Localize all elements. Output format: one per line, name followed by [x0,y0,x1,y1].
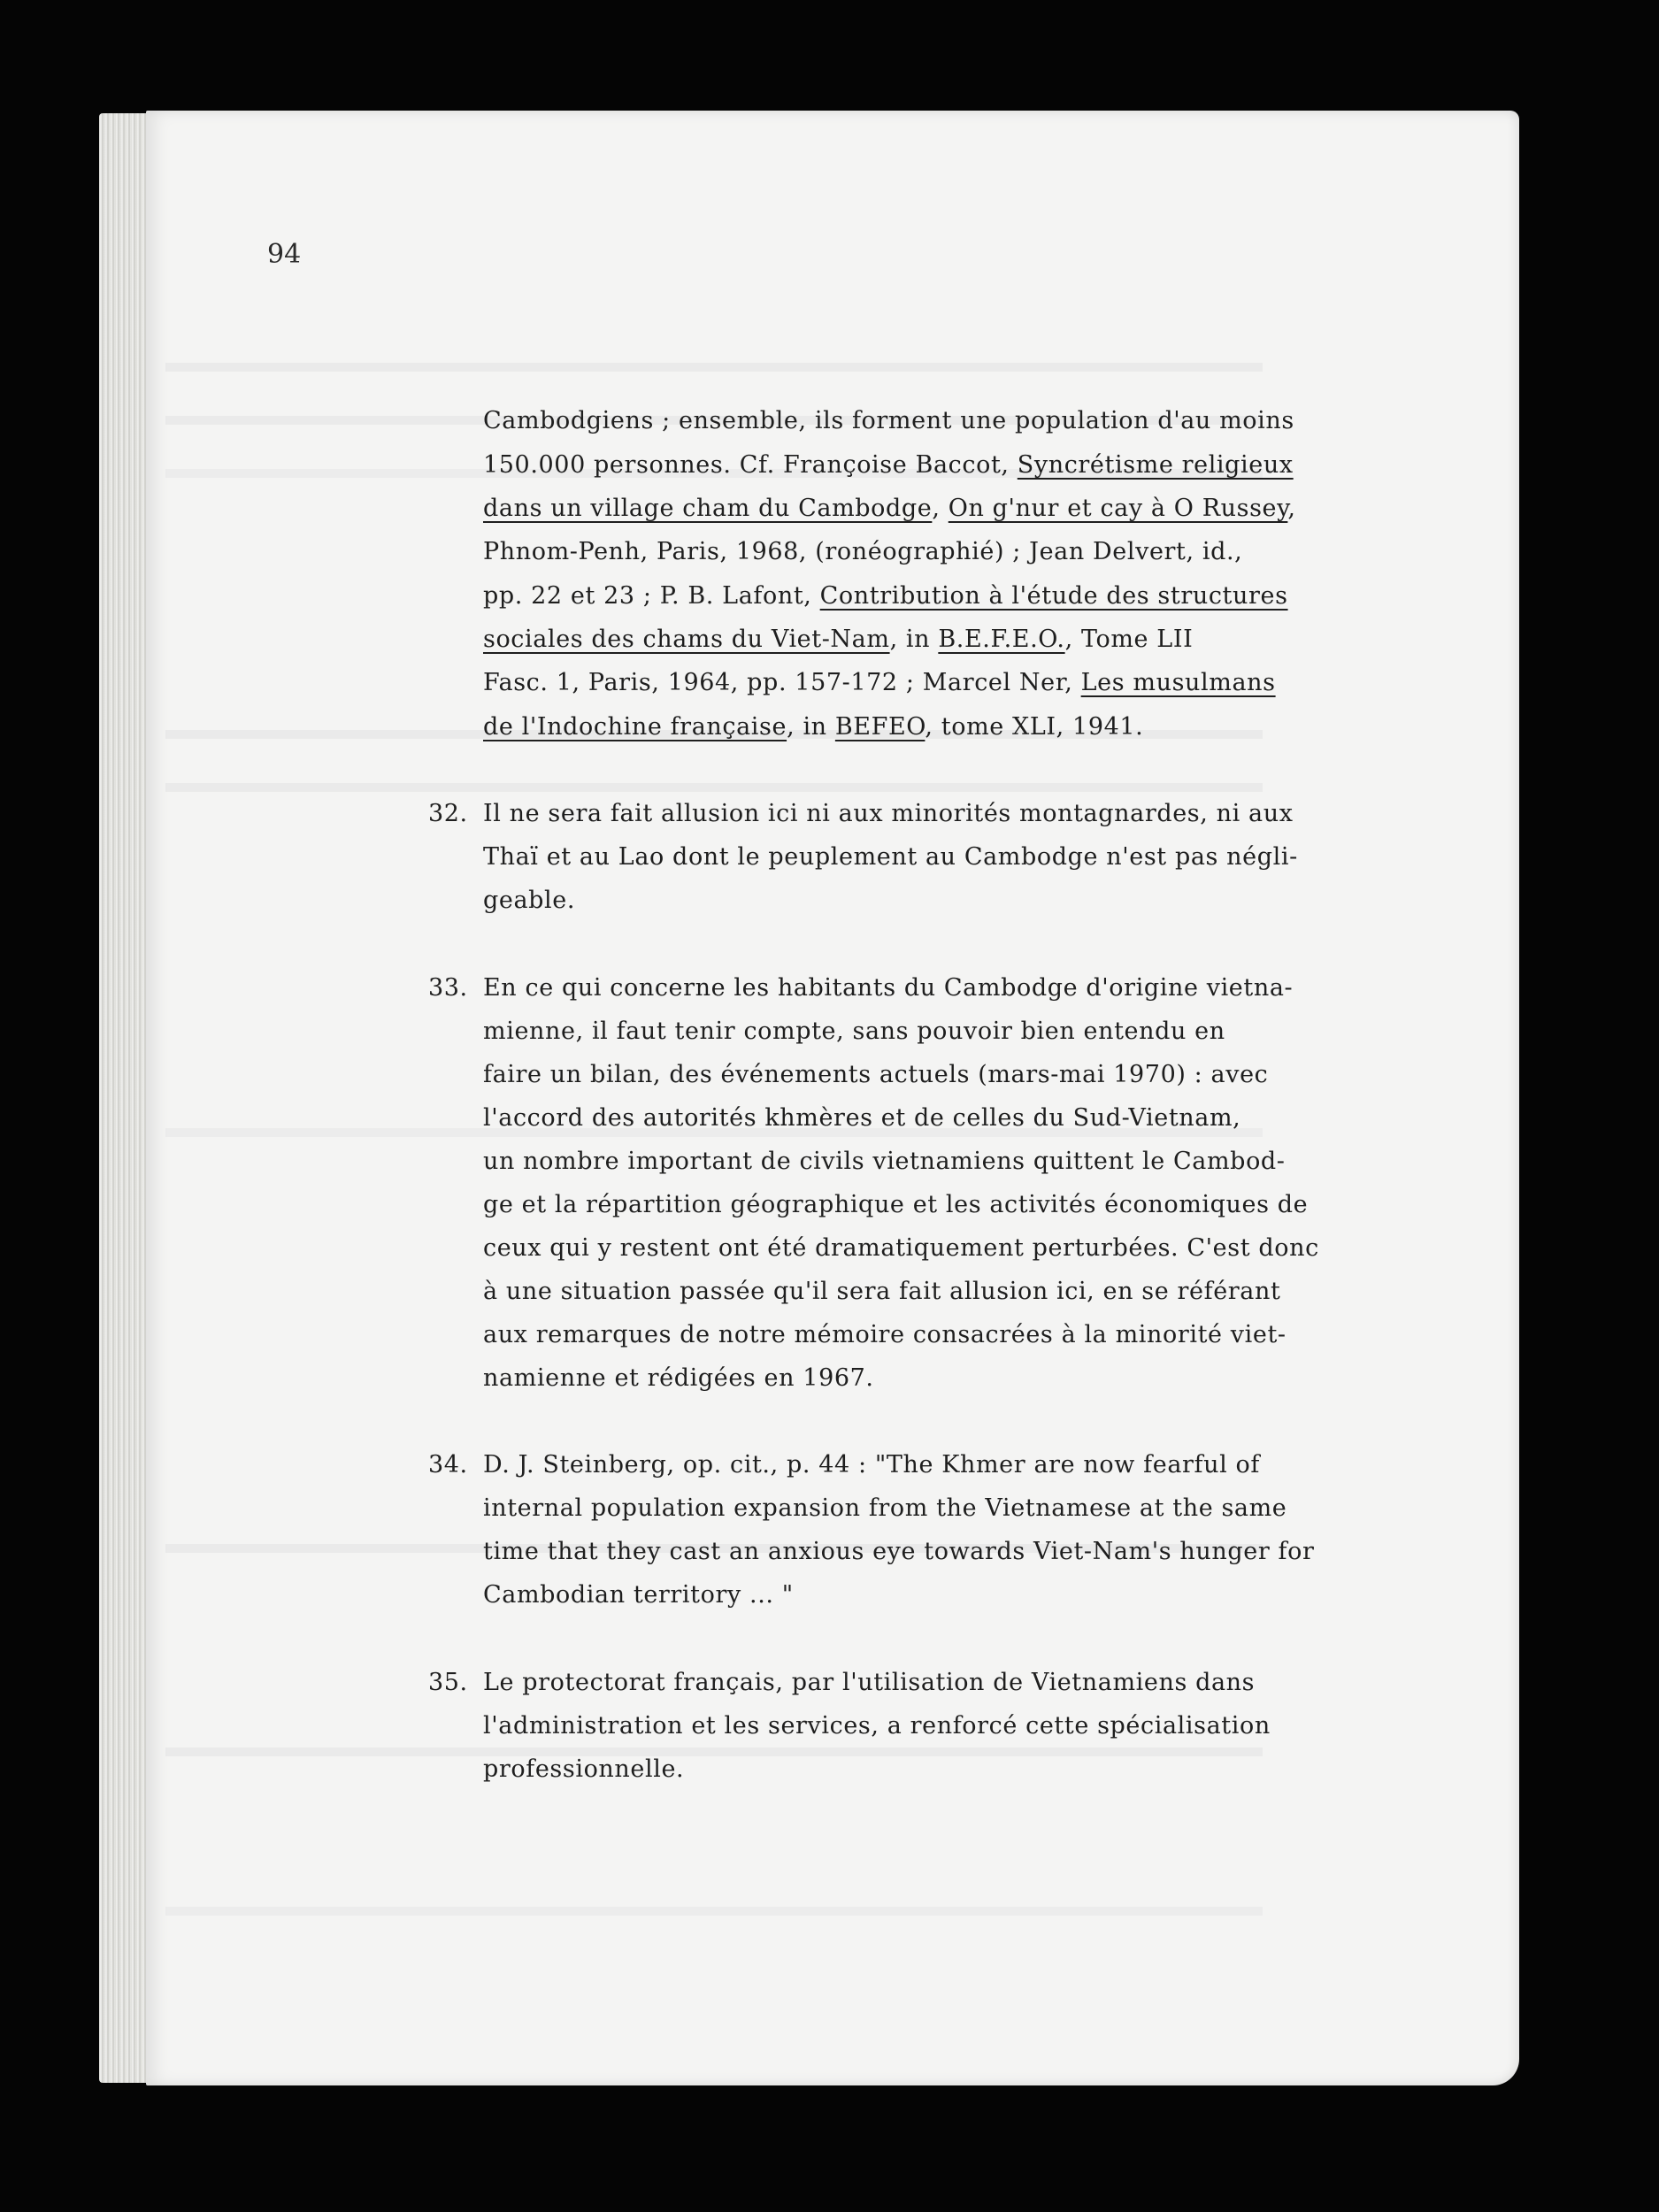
text-line: internal population expansion from the Vietnamese at the same [483,1494,1287,1522]
text-segment: , [932,495,949,522]
text-segment: , in [889,626,939,653]
cited-journal: BEFEO [834,713,926,741]
text-line: Thaï et au Lao dont le peuplement au Cambodge n'est pas négli- [483,843,1298,871]
text-line: Le protectorat français, par l'utilisation de Vietnamiens dans [483,1669,1256,1696]
cited-title: dans un village cham du Cambodge [483,495,933,522]
text-line: un nombre important de civils vietnamiens quittent le Cambod- [483,1148,1286,1175]
footnote-number: 35. [428,1669,468,1696]
text-line: professionnelle. [483,1755,685,1783]
cited-title: Syncrétisme religieux [1017,451,1294,479]
text-line: Cambodian territory ... " [483,1581,794,1609]
text-line [483,622,1193,657]
text-line [483,491,1296,526]
text-line: Phnom-Penh, Paris, 1968, (ronéographié) ; Jean Delvert, id., [483,538,1243,565]
text-segment: 150.000 personnes. Cf. Françoise Baccot, [483,451,1018,479]
text-line: En ce qui concerne les habitants du Cambodge d'origine vietna- [483,974,1294,1002]
footnote-number: 34. [428,1451,468,1479]
cited-journal: B.E.F.E.O. [938,626,1065,653]
text-segment: , tome XLI, 1941. [925,713,1144,741]
page-number: 94 [267,239,302,270]
text-line: Il ne sera fait allusion ici ni aux minorités montagnardes, ni aux [483,800,1294,827]
cited-title: Contribution à l'étude des structures [819,582,1288,610]
text-line: ge et la répartition géographique et les activités économiques de [483,1191,1309,1218]
cited-title: de l'Indochine française [483,713,787,741]
text-line [483,579,1288,614]
text-line: D. J. Steinberg, op. cit., p. 44 : "The Khmer are now fearful of [483,1451,1260,1479]
text-line [483,665,1276,701]
text-segment: Fasc. 1, Paris, 1964, pp. 157-172 ; Marcel Ner, [483,669,1081,696]
text-line: time that they cast an anxious eye towards Viet-Nam's hunger for [483,1538,1315,1565]
text-segment: , in [787,713,835,741]
text-segment: , [1287,495,1296,522]
text-segment: pp. 22 et 23 ; P. B. Lafont, [483,582,820,610]
cited-title: sociales des chams du Viet-Nam [483,626,890,653]
text-line: mienne, il faut tenir compte, sans pouvoir bien entendu en [483,1018,1225,1045]
text-line: Cambodgiens ; ensemble, ils forment une population d'au moins [483,407,1294,434]
text-segment: , Tome LII [1064,626,1194,653]
footnote-number: 32. [428,800,468,827]
text-line: l'administration et les services, a renforcé cette spécialisation [483,1712,1271,1740]
text-line [483,448,1294,483]
text-line: l'accord des autorités khmères et de celles du Sud-Vietnam, [483,1104,1241,1132]
text-line: à une situation passée qu'il sera fait allusion ici, en se référant [483,1278,1281,1305]
text-line: aux remarques de notre mémoire consacrées à la minorité viet- [483,1321,1286,1348]
text-line: geable. [483,887,576,914]
text-line: ceux qui y restent ont été dramatiquement perturbées. C'est donc [483,1234,1319,1262]
text-line: faire un bilan, des événements actuels (mars-mai 1970) : avec [483,1061,1269,1088]
cited-title: Les musulmans [1080,669,1276,696]
page-edge [99,113,150,2083]
text-line: namienne et rédigées en 1967. [483,1364,874,1392]
cited-title: On g'nur et cay à O Russey [948,495,1288,522]
footnote-number: 33. [428,974,468,1002]
text-line [483,710,1143,745]
